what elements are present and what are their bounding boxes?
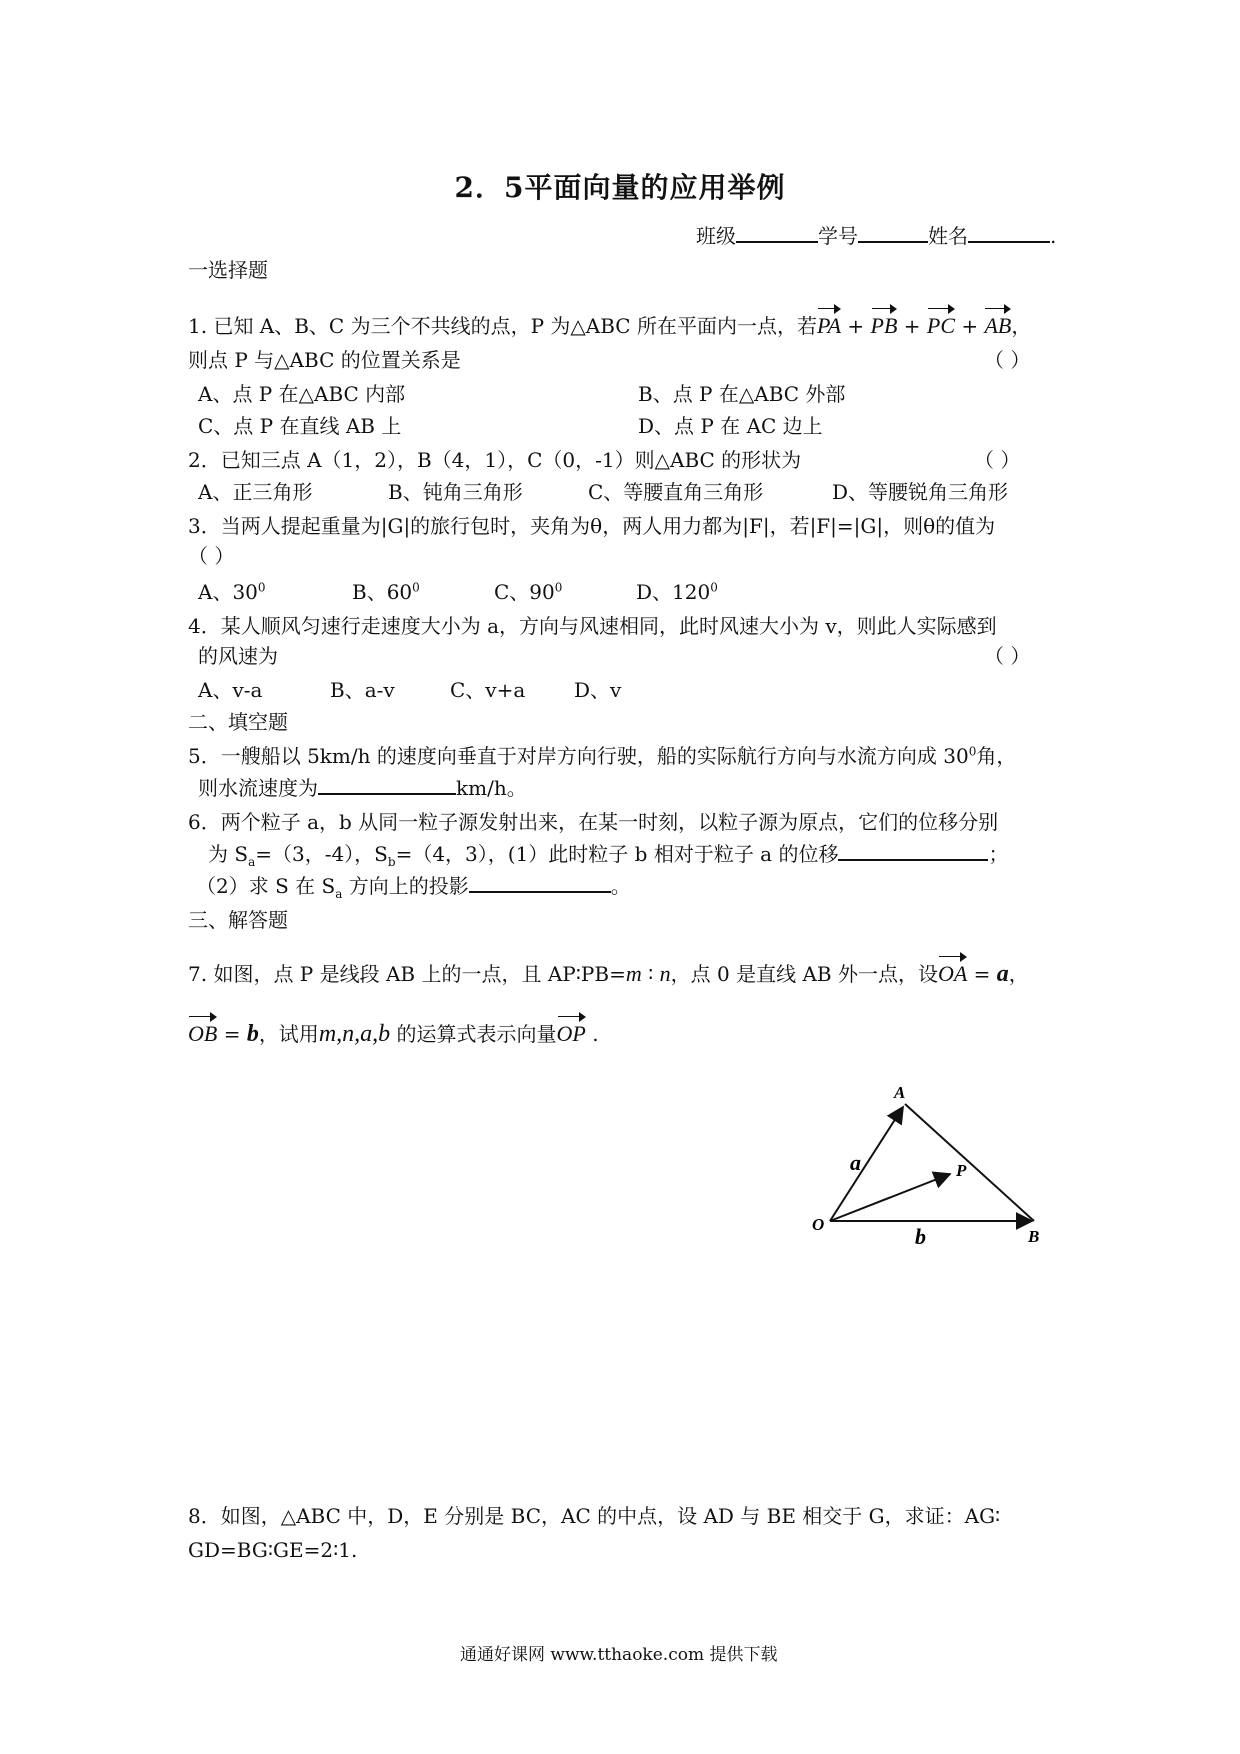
label-vector-a: a (850, 1150, 861, 1175)
degree-mark: 0 (554, 580, 563, 595)
vector-op: OP (557, 1014, 586, 1048)
q1-option-d: D、点 P 在 AC 边上 (638, 414, 823, 438)
q5-prompt: 则水流速度为 (198, 776, 318, 800)
q2-option-a: A、正三角形 (198, 480, 313, 504)
q7-line2 (188, 1014, 599, 1048)
q6-line1: 6．两个粒子 a，b 从同一粒子源发射出来，在某一时刻，以粒子源为原点，它们的位移分别 (188, 810, 999, 834)
q7-text: ，试用 (258, 1022, 319, 1046)
degree-mark: 0 (710, 580, 718, 595)
q2-option-b: B、钝角三角形 (388, 480, 523, 504)
equals: = (973, 962, 991, 986)
vector-pc: PC (927, 306, 955, 340)
variables: m,n,a,b (318, 1021, 391, 1047)
label-a-point: A (894, 1083, 906, 1102)
header-end: . (1050, 224, 1057, 248)
degree-mark: 0 (412, 580, 420, 595)
q3-option-c-text: C、90 (494, 580, 555, 604)
q3-option-a (198, 578, 266, 606)
section-solve: 三、解答题 (188, 908, 288, 932)
student-info-header (696, 222, 1056, 250)
plus-1: + (847, 314, 865, 338)
q6-period: 。 (610, 874, 631, 898)
q1-option-a: A、点 P 在△ABC 内部 (198, 382, 406, 406)
q5-text-end: 角， (976, 744, 1017, 768)
q6-semicolon: ； (988, 842, 1009, 866)
subscript-a: a (335, 887, 343, 901)
q2-stem: 2．已知三点 A（1，2），B（4，1），C（0，-1）则△ABC 的形状为 (188, 448, 802, 472)
name-blank (968, 223, 1050, 243)
plus-2: + (903, 314, 921, 338)
q1-option-c: C、点 P 在直线 AB 上 (198, 414, 402, 438)
class-label: 班级 (696, 224, 736, 248)
subscript-a: a (248, 855, 256, 869)
label-p-point: P (956, 1161, 967, 1180)
q6-text: 方向上的投影 (342, 874, 469, 898)
vector-op-line (830, 1174, 950, 1221)
side-ab (905, 1104, 1034, 1221)
vector-a: a (996, 961, 1009, 987)
vector-b: b (246, 1021, 259, 1047)
q3-option-d-text: D、120 (636, 580, 711, 604)
vector-oa-line (830, 1107, 903, 1221)
q7-text: 7. 如图，点 P 是线段 AB 上的一点，且 AP∶PB= (188, 962, 626, 986)
vector-ab: AB (984, 306, 1011, 340)
q5-line1 (188, 742, 1016, 770)
q6-text: 为 S (208, 842, 249, 866)
vector-pb: PB (871, 306, 898, 340)
degree-mark: 0 (257, 580, 266, 595)
q4-option-d: D、v (574, 678, 622, 702)
q4-option-b: B、a-v (330, 678, 395, 702)
class-blank (736, 223, 818, 243)
q6-answer-blank-2[interactable] (469, 873, 611, 893)
page-footer: 通通好课网 www.tthaoke.com 提供下载 (460, 1645, 778, 1665)
subscript-b: b (387, 855, 396, 869)
number-label: 学号 (818, 224, 858, 248)
q3-option-b-text: B、60 (352, 580, 413, 604)
q4-option-c: C、v+a (450, 678, 526, 702)
q5-answer-blank[interactable] (318, 775, 456, 795)
label-vector-b: b (915, 1224, 926, 1249)
triangle-vector-figure (800, 1070, 1060, 1250)
q2-answer-paren: （ ） (974, 448, 1021, 472)
section-fill-in: 二、填空题 (188, 710, 288, 734)
q3-option-b (352, 578, 420, 606)
var-n: n (659, 961, 671, 986)
q7-text: 的运算式表示向量 (396, 1022, 557, 1046)
label-o-point: O (812, 1215, 825, 1234)
q1-line1 (188, 306, 1031, 340)
vector-ob: OB (188, 1014, 217, 1048)
q5-unit: km/h。 (456, 776, 527, 800)
q8-line2: GD=BG∶GE=2∶1. (188, 1538, 358, 1562)
label-b-point: B (1028, 1227, 1040, 1246)
q1-answer-paren: （ ） (984, 348, 1031, 372)
q1-line2: 则点 P 与△ABC 的位置关系是 (188, 348, 461, 372)
q2-option-c: C、等腰直角三角形 (588, 480, 764, 504)
comma: ， (1008, 962, 1029, 986)
q7-line1 (188, 954, 1029, 988)
vector-oa: OA (938, 954, 967, 988)
colon: ∶ (648, 962, 654, 986)
q4-option-a: A、v-a (198, 678, 263, 702)
q5-line2 (198, 774, 527, 802)
equals: = (223, 1022, 241, 1046)
q6-line3 (196, 872, 631, 900)
q3-option-c (494, 578, 562, 606)
q6-answer-blank-1[interactable] (838, 841, 988, 861)
name-label: 姓名 (928, 224, 968, 248)
q6-text: （2）求 S 在 S (196, 874, 336, 898)
q8-line1: 8．如图，△ABC 中，D，E 分别是 BC，AC 的中点，设 AD 与 BE 相交于 G，求证：AG∶ (188, 1504, 1001, 1528)
vector-pa: PA (817, 306, 841, 340)
q6-line2 (208, 840, 1008, 868)
comma: ， (1011, 314, 1032, 338)
q1-option-b: B、点 P 在△ABC 外部 (638, 382, 846, 406)
q1-stem: 1. 已知 A、B、C 为三个不共线的点，P 为△ABC 所在平面内一点，若 (188, 314, 817, 338)
q3-line1: 3．当两人提起重量为|G|的旅行包时，夹角为θ，两人用力都为|F|，若|F|=|G|，则θ的值为 (188, 514, 996, 538)
q3-option-a-text: A、30 (198, 580, 258, 604)
q6-text: =（4，3），(1）此时粒子 b 相对于粒子 a 的位移 (395, 842, 839, 866)
q3-option-d (636, 578, 718, 606)
q4-line1: 4．某人顺风匀速行走速度大小为 a，方向与风速相同，此时风速大小为 v，则此人实际感到 (188, 614, 997, 638)
q3-line2: （ ） (188, 544, 235, 568)
q7-text: ，点 0 是直线 AB 外一点，设 (670, 962, 938, 986)
plus-3: + (961, 314, 979, 338)
var-m: m (625, 961, 642, 986)
q4-answer-paren: （ ） (984, 644, 1031, 668)
number-blank (858, 223, 928, 243)
period: . (592, 1022, 599, 1046)
q5-text: 5．一艘船以 5km/h 的速度向垂直于对岸方向行驶，船的实际航行方向与水流方向成 30 (188, 744, 969, 768)
q6-text: =（3，-4），S (255, 842, 388, 866)
section-multiple-choice: 一选择题 (188, 258, 268, 282)
page-title: 2．5平面向量的应用举例 (454, 171, 786, 204)
q2-option-d: D、等腰锐角三角形 (832, 480, 1009, 504)
degree-mark: 0 (968, 744, 977, 759)
q4-line2: 的风速为 (198, 644, 278, 668)
